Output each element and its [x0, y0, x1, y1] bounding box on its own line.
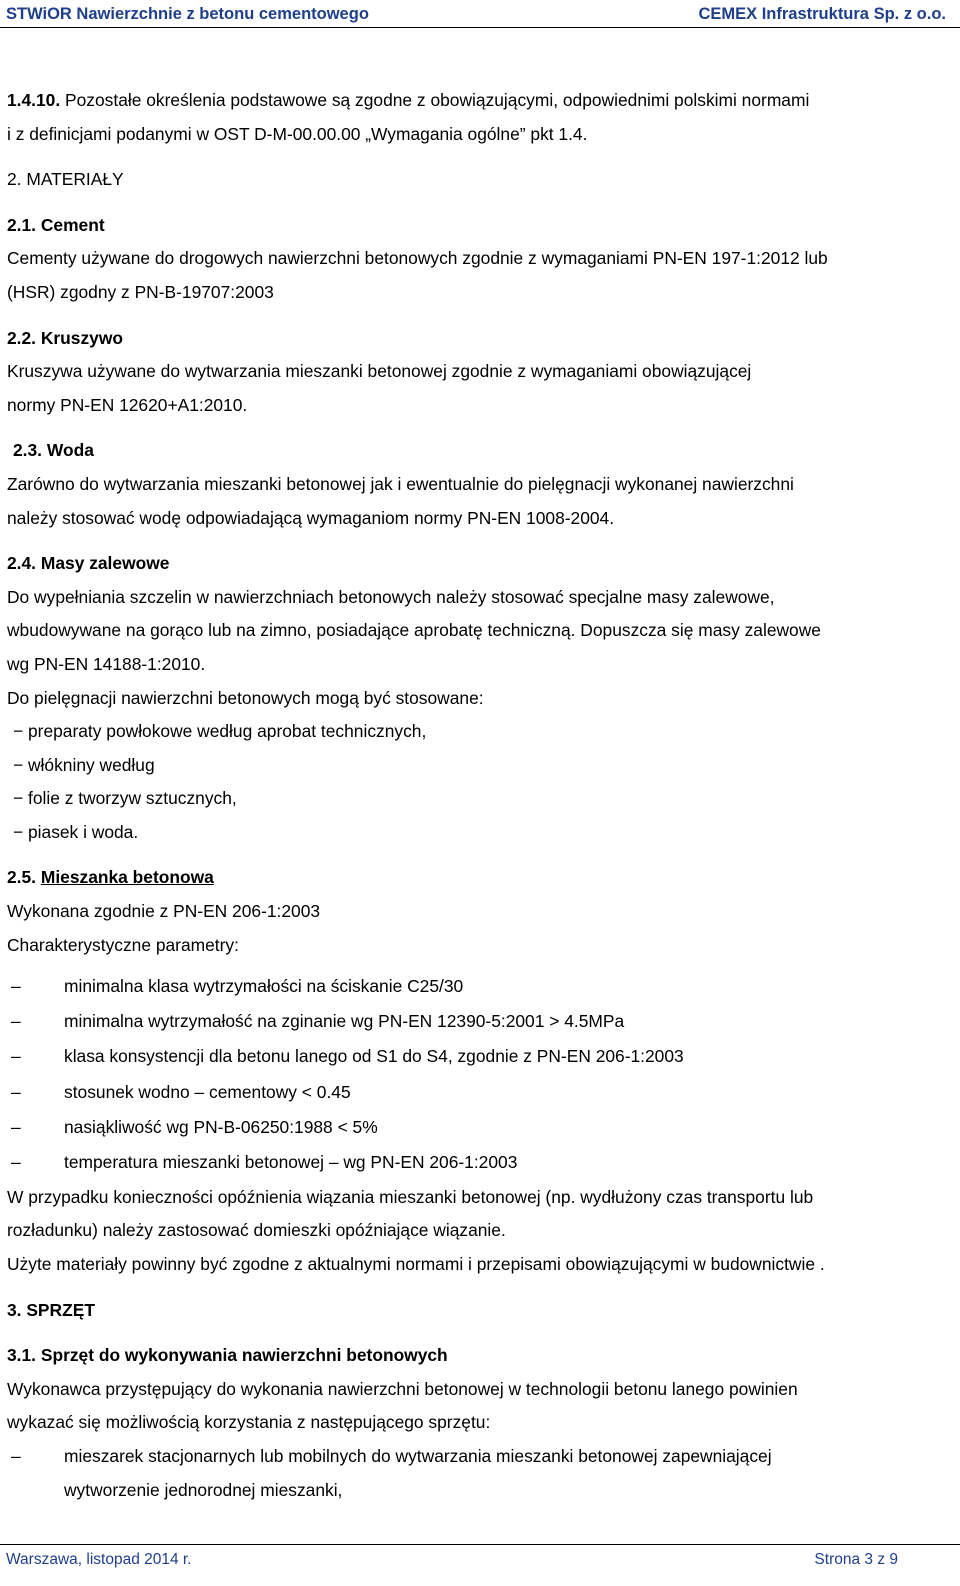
section-2-1-heading: 2.1. Cement [7, 214, 105, 235]
care-item: − folie z tworzyw sztucznych, [13, 788, 237, 809]
equipment-item: – mieszarek stacjonarnych lub mobilnych do wytwarzania mieszanki betonowej zapewniającej [11, 1445, 772, 1466]
header-left-title: STWiOR Nawierzchnie z betonu cementowego [6, 5, 369, 23]
section-2-4-line3: wg PN-EN 14188-1:2010. [7, 653, 206, 674]
document-body [7, 84, 948, 1507]
param-item: – klasa konsystencji dla betonu lanego od S1 do S4, zgodnie z PN-EN 206-1:2003 [11, 1046, 684, 1067]
section-3-1-line1: Wykonawca przystępujący do wykonania nawierzchni betonowej w technologii betonu lanego powinien [7, 1378, 798, 1399]
section-2-1-line1: Cementy używane do drogowych nawierzchni betonowych zgodnie z wymaganiami PN-EN 197-1:2012 lub [7, 248, 828, 269]
param-item: – minimalna wytrzymałość na zginanie wg PN-EN 12390-5:2001 > 4.5MPa [11, 1011, 625, 1032]
section-2-5-made: Wykonana zgodnie z PN-EN 206-1:2003 [7, 901, 321, 922]
section-2-4-heading: 2.4. Masy zalewowe [7, 553, 170, 574]
section-2-4-line2: wbudowywane na gorąco lub na zimno, posiadające aprobatę techniczną. Dopuszcza się masy zalewowe [7, 620, 821, 641]
care-item: − włókniny według [13, 754, 155, 775]
page-footer [0, 1544, 960, 1586]
section-2-2-line1: Kruszywa używane do wytwarzania mieszanki betonowej zgodnie z wymaganiami obowiązującej [7, 361, 752, 382]
page-number: Strona 3 z 9 [814, 1551, 898, 1568]
section-2-2-line2: normy PN-EN 12620+A1:2010. [7, 394, 248, 415]
care-item: − piasek i woda. [13, 821, 139, 842]
section-3-1-heading: 3.1. Sprzęt do wykonywania nawierzchni betonowych [7, 1345, 448, 1366]
page-header [0, 0, 960, 28]
section-number: 1.4.10. [7, 90, 61, 110]
section-2-3-line1: Zarówno do wytwarzania mieszanki betonowej jak i ewentualnie do pielęgnacji wykonanej nawierzchni [7, 473, 794, 494]
equipment-item-cont: wytworzenie jednorodnej mieszanki, [64, 1479, 343, 1500]
delay-line1: W przypadku konieczności opóźnienia wiązania mieszanki betonowej (np. wydłużony czas transportu lub [7, 1186, 814, 1207]
section-2-5-heading: 2.5. Mieszanka betonowa [7, 867, 214, 888]
section-2-3-heading: 2.3. Woda [13, 440, 94, 461]
care-item: − preparaty powłokowe według aprobat technicznych, [13, 721, 427, 742]
header-right-company: CEMEX Infrastruktura Sp. z o.o. [698, 5, 946, 23]
params-intro: Charakterystyczne parametry: [7, 934, 239, 955]
param-item: – temperatura mieszanki betonowej – wg PN-EN 206-1:2003 [11, 1151, 518, 1172]
param-item: – nasiąkliwość wg PN-B-06250:1988 < 5% [11, 1116, 378, 1137]
section-2-1-line2: (HSR) zgodny z PN-B-19707:2003 [7, 281, 274, 302]
paragraph-1-4-10: 1.4.10. Pozostałe określenia podstawowe są zgodne z obowiązującymi, odpowiednimi polskimi normami [7, 90, 810, 110]
param-item: – stosunek wodno – cementowy < 0.45 [11, 1081, 351, 1102]
care-intro: Do pielęgnacji nawierzchni betonowych mogą być stosowane: [7, 687, 484, 708]
section-3-heading: 3. SPRZĘT [7, 1299, 95, 1320]
footer-date: Warszawa, listopad 2014 r. [6, 1551, 192, 1568]
section-2-3-line2: należy stosować wodę odpowiadającą wymaganiom normy PN-EN 1008-2004. [7, 507, 615, 528]
section-2-4-line1: Do wypełniania szczelin w nawierzchniach betonowych należy stosować specjalne masy zalewowe, [7, 586, 775, 607]
compliance-note: Użyte materiały powinny być zgodne z aktualnymi normami i przepisami obowiązującymi w budownictwie . [7, 1254, 825, 1274]
paragraph-1-4-10-cont: i z definicjami podanymi w OST D-M-00.00.00 „Wymagania ogólne” pkt 1.4. [7, 123, 588, 144]
param-item: – minimalna klasa wytrzymałości na ściskanie C25/30 [11, 976, 464, 997]
delay-line2: rozładunku) należy zastosować domieszki opóźniające wiązanie. [7, 1220, 506, 1241]
section-2-2-heading: 2.2. Kruszywo [7, 327, 123, 348]
section-3-1-line2: wykazać się możliwością korzystania z następującego sprzętu: [7, 1412, 491, 1433]
section-2-heading: 2. MATERIAŁY [7, 169, 124, 190]
